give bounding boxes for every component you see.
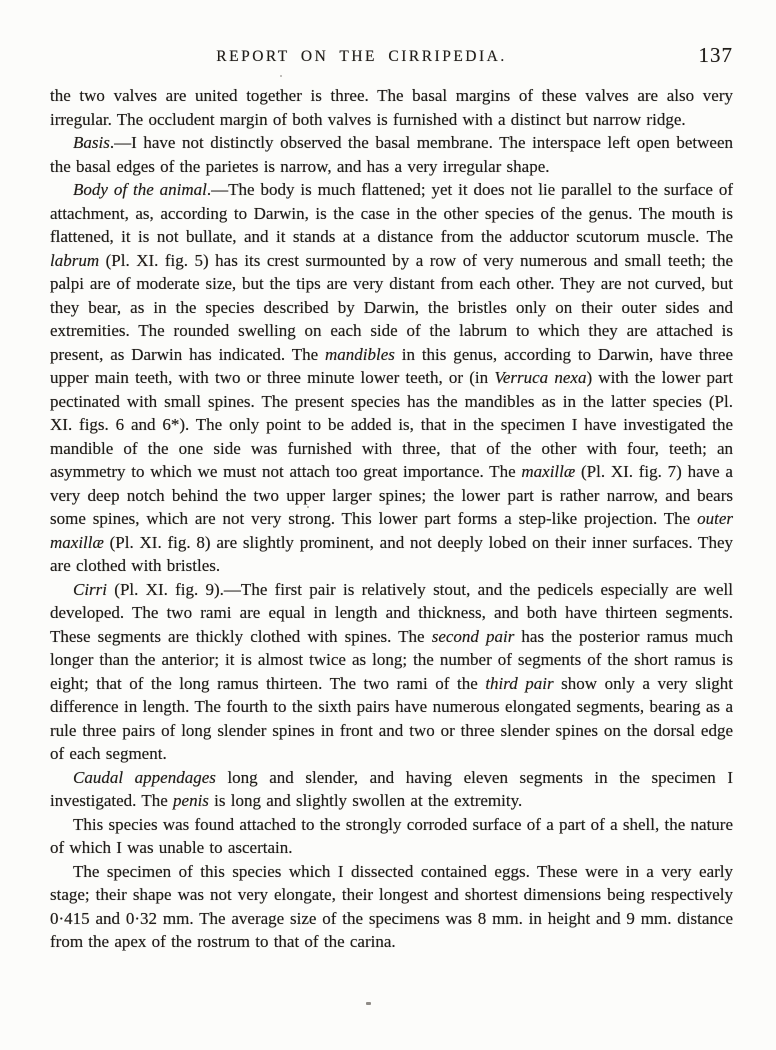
text-run: This species was found attached to the strongly corroded surface of a part of a shell, the nature of which I was unable to ascertain. [50,814,733,857]
text-run: is long and slightly swollen at the extremity. [208,791,523,810]
paragraph [50,131,733,178]
paragraph [50,766,733,813]
text-run: long and slender, and having eleven segments in the specimen I investigated. The [50,767,733,810]
text-run: .—I have not distinctly observed the basal membrane. The interspace left open between the basal edges of the parietes is narrow, and has a very irregular shape. [50,133,733,176]
italic-term: penis [173,791,209,810]
text-run: show only a very slight difference in length. The fourth to the sixth pairs have numerous elongated segments, bearing as a rule three pairs of long slender spines in front and two or three slender spines on the dorsal edge of each segment. [50,673,734,763]
text-run: has the posterior ramus much longer than the anterior; it is almost twice as long; the number of segments of the short ramus is eight; that of the long ramus thirteen. The two rami of the [50,626,733,693]
italic-term: maxillæ [521,462,576,481]
text-run: in this genus, according to Darwin, have three upper main teeth, with two or three minute lower teeth, or (in [50,344,733,387]
italic-term: labrum [50,250,100,270]
italic-term: Caudal appendages [73,767,216,787]
page-number: 137 [698,43,733,67]
page-body [50,84,733,954]
text-run: The specimen of this species which I dissected contained eggs. These were in a very early stage; their shape was not very elongate, their longest and shortest dimensions being respectively 0·415 and 0·32 mm. The average size of the specimens was 8 mm. in height and 9 mm. distance from the apex of the rostrum to that of the carina. [50,861,733,951]
text-run: (Pl. XI. fig. 5) has its crest surmounted by a row of very numerous and small teeth; the palpi are of moderate size, but the tips are very distant from each other. They are not curved, but they bear, as in the species described by Darwin, the bristles only on their outer sides and extremities. The rounded swelling on each side of the labrum to which they are attached is present, as Darwin has indicated. The [50,250,733,364]
text-run: (Pl. XI. fig. 7) have a very deep notch behind the two upper larger spines; the lower part is rather narrow, and bears some spines, which are not very strong. This lower part forms a step-like projection. The [50,462,733,528]
text-run: (Pl. XI. fig. 9).—The first pair is relatively stout, and the pedicels especially are well developed. The two rami are equal in length and thickness, and both have thirteen segments. These segments are thickly clothed with spines. The [50,579,733,646]
italic-term: mandibles [324,344,395,364]
italic-term: Body of the animal [73,180,207,199]
italic-term: outer maxillæ [50,509,733,552]
paragraph [50,578,733,766]
paragraph [50,178,733,578]
italic-term: Basis [73,133,110,152]
italic-term: Verruca nexa [494,368,587,387]
running-title: REPORT ON THE CIRRIPEDIA. [216,48,507,65]
paragraph [50,860,733,954]
text-run: the two valves are united together is three. The basal margins of these valves are also very irregular. The occludent margin of both valves is furnished with a distinct but narrow ridge. [50,86,733,129]
scan-speck [366,1002,371,1005]
running-header [50,45,733,71]
text-run: .—The body is much flattened; yet it does not lie parallel to the surface of attachment, as, according to Darwin, is the case in the other species of the genus. The mouth is flattened, it is not bullate, and it stands at a distance from the adductor scutorum muscle. The [50,180,733,246]
paragraph [50,84,733,131]
italic-term: second pair [431,626,515,646]
scan-speck [280,75,282,77]
italic-term: third pair [485,673,554,693]
italic-term: Cirri [73,579,108,599]
scan-speck [307,506,309,508]
text-run: ) with the lower part pectinated with small spines. The present species has the mandibles as in the latter species (Pl. XI. figs. 6 and 6*). The only point to be added is, that in the specimen I have investigated the mandible of the one side was furnished with three, that of the other with four, teeth; an asymmetry to which we must not attach too great importance. The [50,368,733,481]
paragraph [50,813,733,860]
text-run: (Pl. XI. fig. 8) are slightly prominent, and not deeply lobed on their inner surfaces. They are clothed with bristles. [50,532,733,575]
